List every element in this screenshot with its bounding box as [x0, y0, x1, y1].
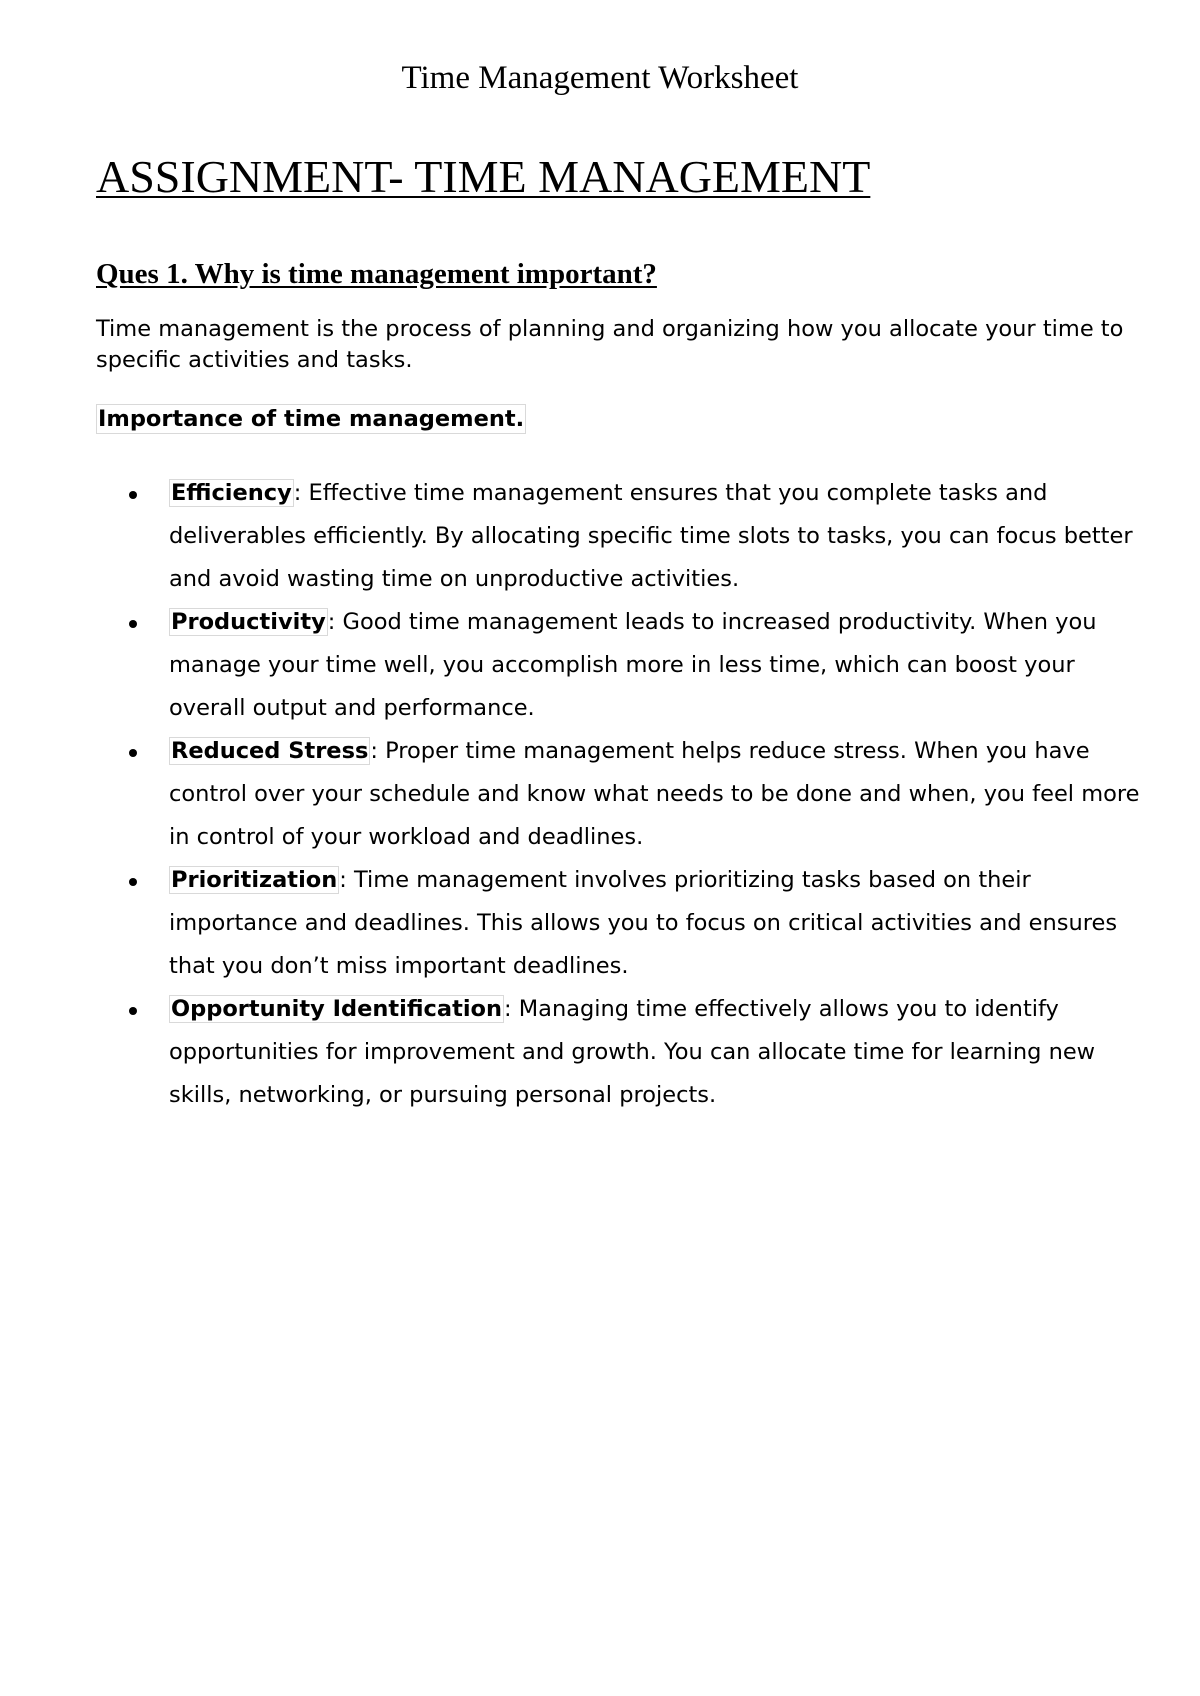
document-content	[96, 150, 1146, 1117]
list-item-reduced-stress	[96, 730, 1156, 859]
list-item-efficiency	[96, 472, 1156, 601]
term-prioritization: Prioritization	[171, 867, 338, 893]
description-efficiency: : Effective time management ensures that you complete tasks and deliverables efficiently. By allocating specific time slots to tasks, you can focus better and avoid wasting time on unproductive activities.	[169, 480, 1133, 592]
bullet-icon	[129, 1007, 137, 1015]
importance-heading: Importance of time management.	[98, 406, 525, 432]
description-productivity: : Good time management leads to increased productivity. When you manage your time well, you accomplish more in less time, which can boost your overall output and performance.	[169, 609, 1097, 721]
bullet-icon	[129, 878, 137, 886]
term-efficiency: Efficiency	[171, 480, 292, 506]
list-item-prioritization	[96, 859, 1156, 988]
header-title: Time Management Worksheet	[401, 60, 799, 96]
description-prioritization: : Time management involves prioritizing tasks based on their importance and deadlines. This allows you to focus on critical activities and ensures that you don’t miss important deadlines.	[169, 867, 1118, 979]
term-opportunity-identification: Opportunity Identification	[171, 996, 503, 1022]
term-reduced-stress: Reduced Stress	[171, 738, 369, 764]
importance-list	[96, 472, 1156, 1117]
list-item-opportunity-identification	[96, 988, 1156, 1117]
bullet-icon	[129, 749, 137, 757]
description-reduced-stress: : Proper time management helps reduce stress. When you have control over your schedule and know what needs to be done and when, you feel more in control of your workload and deadlines.	[169, 738, 1140, 850]
intro-paragraph: Time management is the process of planning and organizing how you allocate your time to specific activities and tasks.	[96, 316, 1124, 373]
description-opportunity-identification: : Managing time effectively allows you to identify opportunities for improvement and growth. You can allocate time for learning new skills, networking, or pursuing personal projects.	[169, 996, 1096, 1108]
question-heading: Ques 1. Why is time management important?	[96, 258, 657, 290]
bullet-icon	[129, 620, 137, 628]
bullet-icon	[129, 491, 137, 499]
list-item-productivity	[96, 601, 1156, 730]
term-productivity: Productivity	[171, 609, 326, 635]
assignment-title: ASSIGNMENT- TIME MANAGEMENT	[96, 151, 871, 202]
